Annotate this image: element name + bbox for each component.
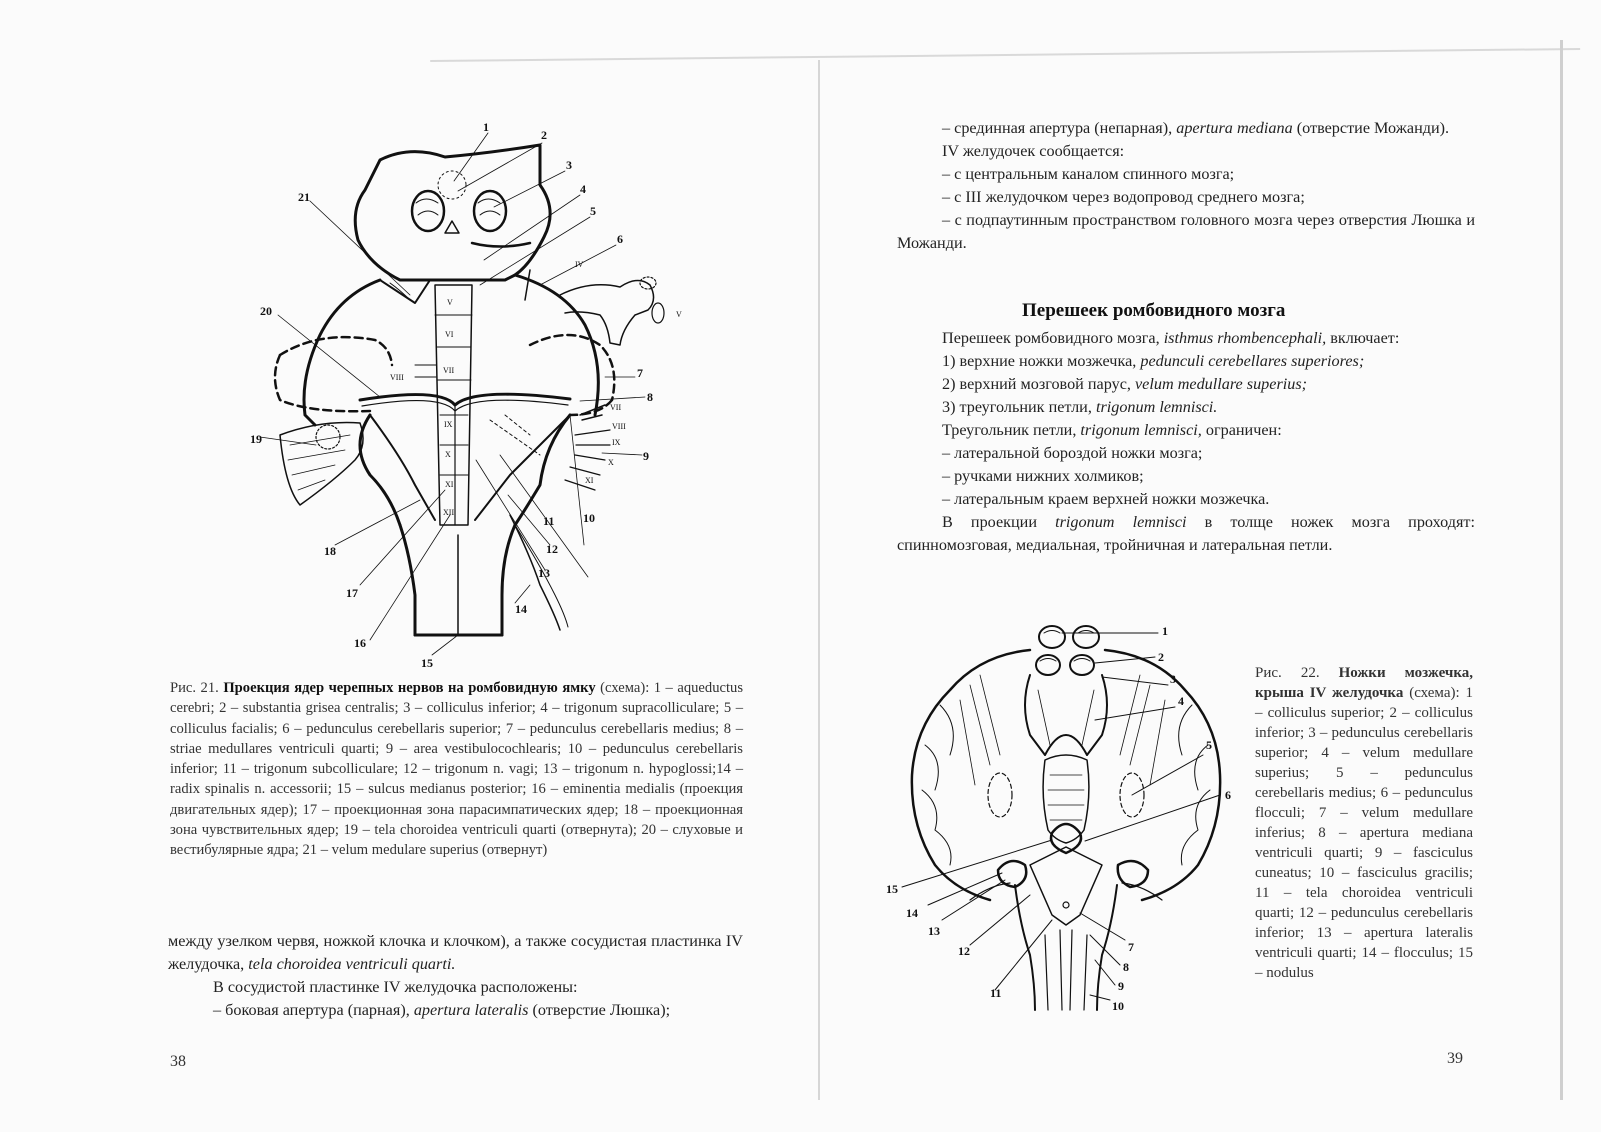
fig21-label: 5 [590,204,596,218]
fig21-nerve-label: IX [612,438,621,447]
left-paragraph-3-italic: apertura lateralis [413,1001,529,1019]
section-line-4-text: 3) треугольник петли, [942,398,1096,416]
fig22-label: 2 [1158,650,1164,664]
section-line-5 [897,419,1475,442]
fig21-label: 10 [583,511,595,525]
right-top-text [897,117,1475,255]
left-page [0,0,800,1132]
section-heading: Перешеек ромбовидного мозга [1022,300,1286,321]
right-paragraph-1-end: (отверстие Можанди). [1292,119,1450,137]
fig21-label: 19 [250,432,262,446]
right-paragraph-5: – с подпаутинным пространством головного мозга через отверстия Люшка и Можанди. [897,211,1475,252]
fig22-label: 12 [958,944,970,958]
figure-21-caption [170,678,743,861]
fig21-label: 17 [346,586,358,600]
fig21-label: 14 [515,602,527,616]
fig21-nerve-label: VII [610,403,622,412]
section-line-2 [897,350,1475,373]
right-paragraph-1-text: – срединная апертура (непарная), [942,119,1177,137]
fig22-label: 9 [1118,979,1124,993]
section-line-3-italic: velum medullare superius; [1135,375,1308,393]
fig21-roman-numeral: VII [443,366,455,375]
right-paragraph-1-italic: apertura mediana [1176,119,1293,137]
section-line-9-italic: trigonum lemnisci [1055,513,1187,531]
section-line-4 [897,396,1475,419]
figure-22-caption-title: Ножки мозжечка, крыша IV желудочка [1255,665,1473,701]
section-line-3-text: 2) верхний мозговой парус, [942,375,1135,393]
fig21-roman-numeral: IX [444,420,453,429]
fig21-roman-numeral: X [445,450,451,459]
fig21-label: 9 [643,449,649,463]
figure-21-caption-title: Проекция ядер черепных нервов на ромбовидную ямку [223,680,596,696]
figure-21-caption-prefix: Рис. 21. [170,680,219,696]
fig22-label: 6 [1225,788,1231,802]
fig21-roman-numeral: V [447,298,453,307]
figure-21-diagram [240,115,700,675]
fig21-nerve-label: IV [575,260,584,269]
fig22-label: 1 [1162,624,1168,638]
fig21-label: 1 [483,120,489,134]
fig21-label: 3 [566,158,572,172]
fig21-roman-numeral: VIII [390,373,404,382]
left-body-text [168,930,743,1022]
fig22-label: 5 [1206,738,1212,752]
section-line-8: – латеральным краем верхней ножки мозжечка. [942,490,1270,508]
fig22-label: 15 [886,882,898,896]
fig21-label: 15 [421,656,433,670]
fig21-label: 20 [260,304,272,318]
section-line-2-text: 1) верхние ножки мозжечка, [942,352,1141,370]
fig21-roman-numeral: XII [443,508,455,517]
right-section-text [897,327,1475,557]
fig22-label: 14 [906,906,918,920]
section-line-4-italic: trigonum lemnisci. [1095,398,1218,416]
section-line-5-italic: trigonum lemnisci, [1080,421,1202,439]
fig21-label: 2 [541,128,547,142]
section-line-9 [897,511,1475,557]
right-paragraph-4: – с III желудочком через водопровод среднего мозга; [942,188,1305,206]
right-paragraph-2: IV желудочек сообщается: [942,142,1125,160]
figure-22-caption-prefix: Рис. 22. [1255,665,1320,681]
figure-22-caption-body: (схема): 1 – colliculus superior; 2 – colliculus inferior; 3 – pedunculus cerebellaris superior; 4 – velum medullare superius; 5 – pedunculus cerebellaris medius; 6 – pedunculus flocculi; 7 – velum medullare inferius; 8 – apertura mediana ventriculi quarti; 9 – fasciculus cuneatus; 10 – fasciculus gracilis; 11 – tela choroidea ventriculi quarti; 12 – pedunculus cerebellaris inferior; 13 – apertura lateralis ventriculi quarti; 14 – flocculus; 15 – nodulus [1255,685,1473,981]
fig21-nerve-label: VIII [612,422,626,431]
fig22-label: 7 [1128,940,1134,954]
figure-22-diagram [880,615,1250,1025]
fig21-label: 6 [617,232,623,246]
section-line-5-end: ограничен: [1201,421,1282,439]
fig21-label: 4 [580,182,586,196]
section-line-5-text: Треугольник петли, [942,421,1081,439]
fig21-nerve-label: X [608,458,614,467]
left-paragraph-2: В сосудистой пластинке IV желудочка расположены: [213,978,578,996]
section-line-9-end: в толще ножек мозга проходят: спинномозговая, медиальная, тройничная и латеральная петли. [897,513,1475,554]
section-line-6: – латеральной бороздой ножки мозга; [942,444,1203,462]
section-line-1-text: Перешеек ромбовидного мозга, [942,329,1164,347]
left-paragraph-1-italic: tela choroidea ventriculi quarti. [248,955,456,973]
fig21-label: 8 [647,390,653,404]
fig22-label: 3 [1170,672,1176,686]
left-page-number: 38 [170,1053,186,1070]
fig21-label: 16 [354,636,366,650]
fig21-roman-numeral: XI [445,480,454,489]
fig22-label: 10 [1112,999,1124,1013]
fig22-label: 13 [928,924,940,938]
figure-22-caption [1255,663,1473,983]
left-paragraph-3 [168,999,743,1022]
left-paragraph-3-end: (отверстие Люшка); [528,1001,671,1019]
fig21-nerve-label: XI [585,476,594,485]
section-line-1 [897,327,1475,350]
right-page [800,0,1601,1132]
fig22-label: 4 [1178,694,1184,708]
fig22-label: 8 [1123,960,1129,974]
fig21-label: 11 [543,514,555,528]
fig21-nerve-label: V [676,310,682,319]
section-line-1-end: включает: [1326,329,1400,347]
left-paragraph-3-text: – боковая апертура (парная), [213,1001,414,1019]
right-paragraph-3: – с центральным каналом спинного мозга; [942,165,1235,183]
section-line-2-italic: pedunculi cerebellares superiores; [1140,352,1365,370]
section-line-3 [897,373,1475,396]
figure-21-caption-body: (схема): 1 – aqueductus cerebri; 2 – substantia grisea centralis; 3 – colliculus inferior; 4 – trigonum supracolliculare; 5 – colliculus facialis; 6 – pedunculus cerebellaris superior; 7 – pedunculus cerebellaris medius; 8 – striae medullares ventriculi quarti; 9 – area vestibulocochlearis; 10 – pedunculus cerebellaris inferior; 11 – trigonum subcolliculare; 12 – trigonum n. vagi; 13 – trigonum n. hypoglossi;14 – radix spinalis n. accessorii; 15 – sulcus medianus posterior; 16 – eminentia medialis (проекция двигательных ядер); 17 – проекционная зона парасимпатических ядер; 18 – проекционная зона чувствительных ядер; 19 – tela choroidea ventriculi quarti (отвернута); 20 – слуховые и вестибулярные ядра; 21 – velum medulare superius (отвернут) [170,680,744,859]
section-line-9-text: В проекции [942,513,1056,531]
fig21-roman-numeral: VI [445,330,454,339]
left-paragraph-1-text: между узелком червя, ножкой клочка и клочком), а также сосудистая пластинка IV желудочка, [168,932,743,973]
fig21-label: 7 [637,366,643,380]
left-paragraph-1 [168,930,743,976]
section-line-1-italic: isthmus rhombencephali, [1163,329,1327,347]
fig21-label: 18 [324,544,336,558]
fig22-label: 11 [990,986,1002,1000]
fig21-label: 12 [546,542,558,556]
fig21-label: 21 [298,190,310,204]
section-line-7: – ручками нижних холмиков; [942,467,1144,485]
right-paragraph-1 [897,117,1475,140]
fig21-label: 13 [538,566,550,580]
right-page-number: 39 [1447,1050,1463,1067]
